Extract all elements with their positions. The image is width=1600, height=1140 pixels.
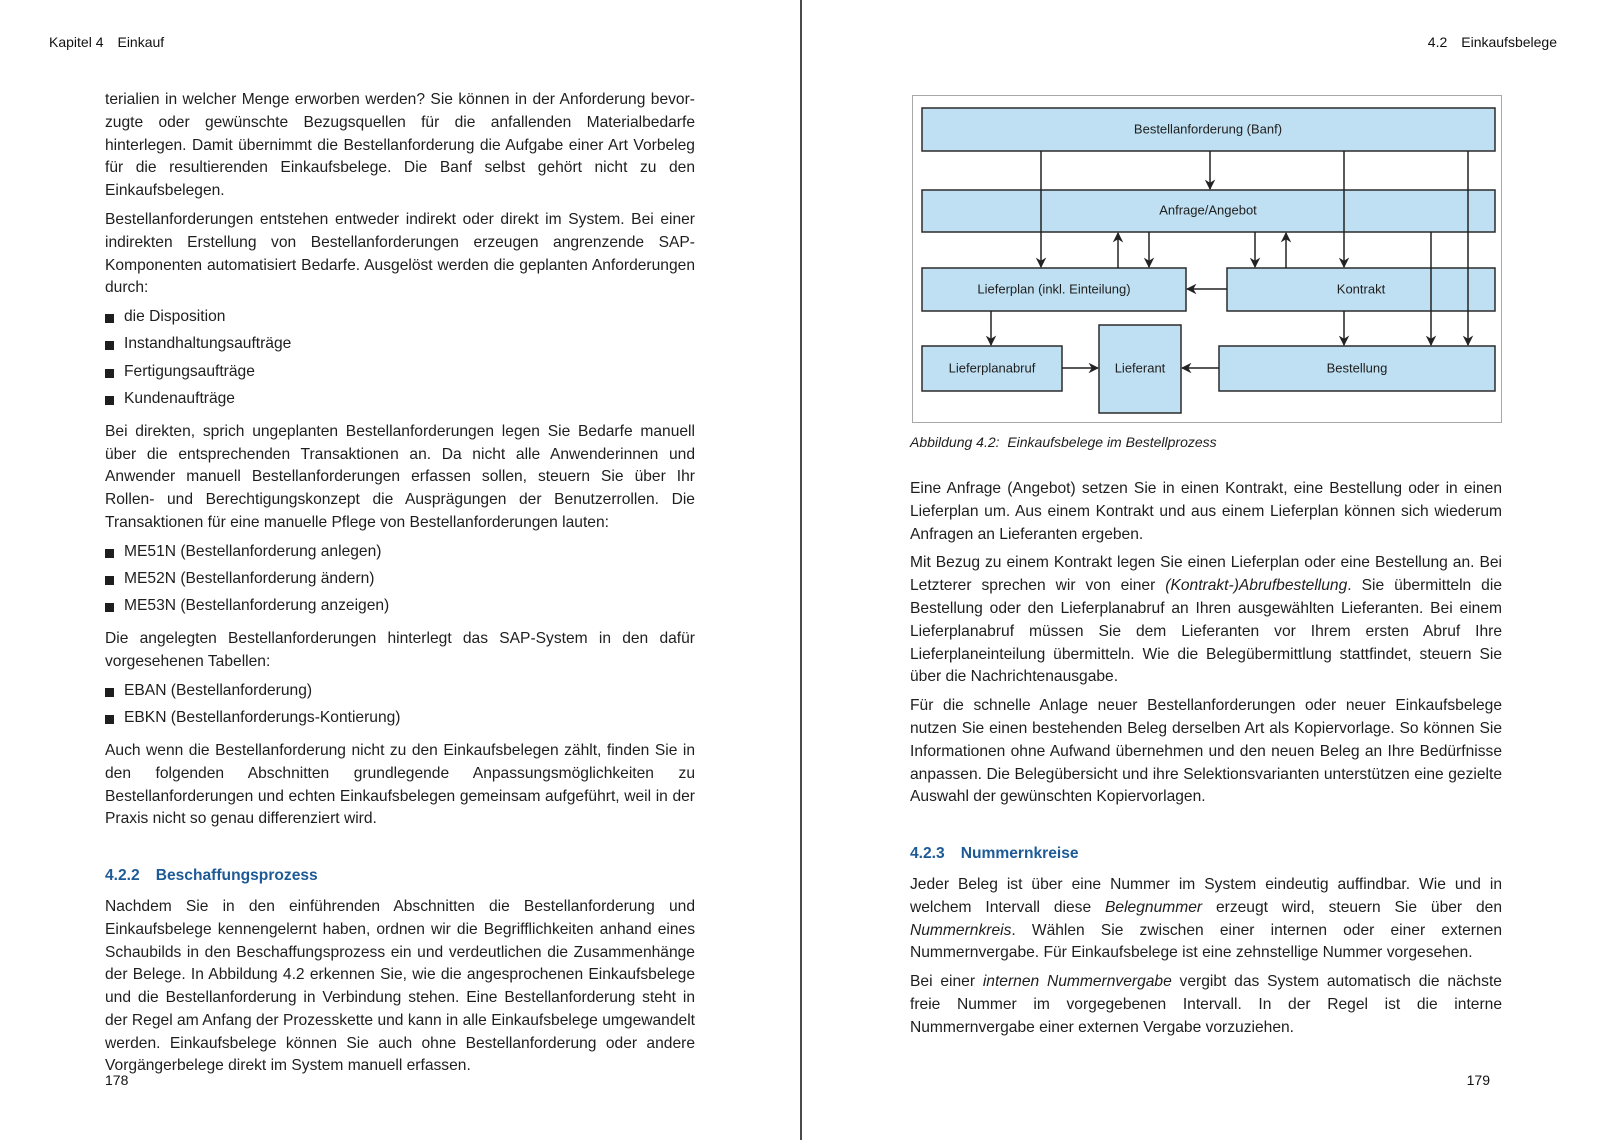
section-number: 4.2 bbox=[1427, 34, 1448, 50]
square-bullet-icon bbox=[105, 369, 114, 378]
trigger-list bbox=[105, 306, 695, 411]
square-bullet-icon bbox=[105, 715, 114, 724]
paragraph: Die angelegten Bestellanforderungen hinterlegt das SAP-System in den dafür vorgesehenen Tabellen: bbox=[105, 630, 695, 671]
paragraph: Auch wenn die Bestellanforderung nicht zu den Einkaufsbelegen zählt, finden Sie in den folgenden Abschnitten grundlegende Anpassungsmöglichkeiten zu Bestellanforderungen und echten Einkaufsbelegen gemeinsam aufgeführt, weil in der Praxis nicht so genau differenziert wird. bbox=[105, 741, 695, 828]
page-number-right: 179 bbox=[1466, 1072, 1490, 1088]
right-page bbox=[802, 0, 1600, 1140]
right-text-column bbox=[910, 478, 1502, 1046]
page-number-left: 178 bbox=[105, 1072, 129, 1088]
list-item: ME53N (Bestellanforderung anzeigen) bbox=[105, 595, 695, 618]
list-item: Kundenaufträge bbox=[105, 388, 695, 411]
label-lieferant: Lieferant bbox=[1114, 360, 1166, 376]
list-item: Fertigungsaufträge bbox=[105, 361, 695, 384]
square-bullet-icon bbox=[105, 396, 114, 405]
paragraph: Bei direkten, sprich ungeplanten Bestellanforderungen legen Sie Bedarfe manuell über die entsprechenden Transaktionen an. Da nicht alle Anwenderinnen und Anwender manuell Bestellanforderungen erfassen sollen, steuern Sie über Ihr Rollen- und Berechtigungskonzept die Ausprägungen der Benutzerrollen. Die Transaktionen für eine manuelle Pflege von Bestellanforderungen lauten: bbox=[105, 422, 695, 532]
paragraph: Nachdem Sie in den einführenden Abschnitten die Bestellanforderung und Einkaufsbelege kennengelernt haben, ordnen wir die Begrifflichkeiten anhand eines Schaubilds in den Beschaffungsprozess ein und verdeutlichen die Zusammenhänge der Belege. In Abbildung 4.2 erkennen Sie, wie die angesprochenen Einkaufsbelege und die Bestellanforderung in Verbindung stehen. Eine Bestellanforderung steht in der Regel am Anfang der Prozesskette und kann in alle Einkaufsbelege umgewandelt werden. Einkaufsbelege können Sie auch ohne Bestellanforderung oder andere Vorgängerbelege direkt im System manuell erfassen. bbox=[105, 897, 695, 1075]
table-list bbox=[105, 680, 695, 730]
list-item: EBAN (Bestellanforderung) bbox=[105, 680, 695, 703]
label-lieferplanabruf: Lieferplanabruf bbox=[948, 360, 1036, 376]
square-bullet-icon bbox=[105, 576, 114, 585]
list-item: die Disposition bbox=[105, 306, 695, 329]
paragraph: Bestellanforderungen entstehen entweder indirekt oder direkt im System. Bei einer indirekten Erstellung von Bestellanforderungen erzeugen angrenzende SAP-Komponenten automatisiert Bedarfe. Ausgelöst werden die geplanten Anforderungen durch: bbox=[105, 210, 695, 297]
square-bullet-icon bbox=[105, 603, 114, 612]
list-item: Instandhaltungsaufträge bbox=[105, 333, 695, 356]
label-lieferplan: Lieferplan (inkl. Einteilung) bbox=[977, 281, 1131, 297]
running-head-right bbox=[1428, 34, 1557, 50]
label-anfrage: Anfrage/Angebot bbox=[1159, 202, 1257, 218]
left-text-column bbox=[105, 89, 695, 1084]
figure-4-2-diagram bbox=[912, 95, 1502, 423]
list-item: EBKN (Bestellanforderungs-Kontierung) bbox=[105, 707, 695, 730]
list-item: ME51N (Bestellanforderung anlegen) bbox=[105, 541, 695, 564]
paragraph: Eine Anfrage (Angebot) setzen Sie in einen Kontrakt, eine Bestellung oder in einen Lieferplan um. Aus einem Kontrakt und aus einem Lieferplan können sich wiederum Anfragen an Lieferanten ergeben. bbox=[910, 480, 1502, 543]
square-bullet-icon bbox=[105, 314, 114, 323]
paragraph: Mit Bezug zu einem Kontrakt legen Sie einen Lieferplan oder eine Bestellung an. Bei Letzterer sprechen wir von einer (Kontrakt-)Abrufbestellung. Sie übermitteln die Bestellung oder den Lieferplanabruf an Ihren ausgewählten Lieferanten. Bei einem Lieferplanabruf müssen Sie dem Lieferanten vor Ihrem ersten Abruf Ihre Lieferplaneinteilung übermitteln. Wie die Belegübermittlung stattfindet, steuern Sie über die Nachrichtenausgabe. bbox=[910, 554, 1502, 686]
square-bullet-icon bbox=[105, 341, 114, 350]
label-kontrakt: Kontrakt bbox=[1336, 281, 1386, 297]
paragraph: terialien in welcher Menge erworben werden? Sie können in der Anforderung bevorzugte oder gewünschte Bezugsquellen für die anfallenden Materialbedarfe hinterlegen. Damit übernimmt die Bestellanforderung die Aufgabe einer Art Vorbeleg für die resultierenden Einkaufsbelege. Die Banf selbst gehört nicht zu den Einkaufsbelegen. bbox=[105, 91, 695, 200]
running-head-left bbox=[49, 34, 164, 50]
section-title: Einkaufsbelege bbox=[1461, 34, 1557, 50]
square-bullet-icon bbox=[105, 688, 114, 697]
label-bestellung: Bestellung bbox=[1326, 360, 1388, 376]
chapter-title: Einkauf bbox=[117, 34, 165, 50]
figure-caption: Abbildung 4.2: Einkaufsbelege im Bestellprozess bbox=[910, 434, 1217, 450]
transaction-list bbox=[105, 541, 695, 618]
paragraph: Für die schnelle Anlage neuer Bestellanforderungen oder neuer Einkaufsbelege nutzen Sie einen bestehenden Beleg derselben Art als Kopiervorlage. So können Sie Informationen ohne Aufwand übernehmen und den neuen Beleg an Ihre Bedürfnisse anpassen. Die Belegübersicht und ihre Selektionsvarianten unterstützen eine gezielte Auswahl der gewünschten Kopiervorlagen. bbox=[910, 697, 1502, 806]
chapter-number: Kapitel 4 bbox=[49, 34, 104, 50]
section-heading-4-2-2: 4.2.2 Beschaffungsprozess bbox=[105, 867, 318, 885]
section-heading-4-2-3: 4.2.3 Nummernkreise bbox=[910, 845, 1079, 863]
list-item: ME52N (Bestellanforderung ändern) bbox=[105, 568, 695, 591]
paragraph: Jeder Beleg ist über eine Nummer im System eindeutig auffindbar. Wie und in welchem Intervall diese Belegnummer erzeugt wird, steuern Sie über den Nummernkreis. Wählen Sie zwischen einer internen oder einer externen Nummernvergabe. Für Einkaufsbelege ist eine zehnstellige Nummer vorgesehen. bbox=[910, 875, 1502, 962]
arrows bbox=[991, 151, 1468, 368]
paragraph: Bei einer internen Nummernvergabe vergibt das System automatisch die nächste freie Nummer im vorgegebenen Intervall. In der Regel ist die interne Nummernvergabe einer externen Vergabe vorzuziehen. bbox=[910, 973, 1502, 1036]
square-bullet-icon bbox=[105, 549, 114, 558]
label-banf: Bestellanforderung (Banf) bbox=[1133, 121, 1283, 137]
